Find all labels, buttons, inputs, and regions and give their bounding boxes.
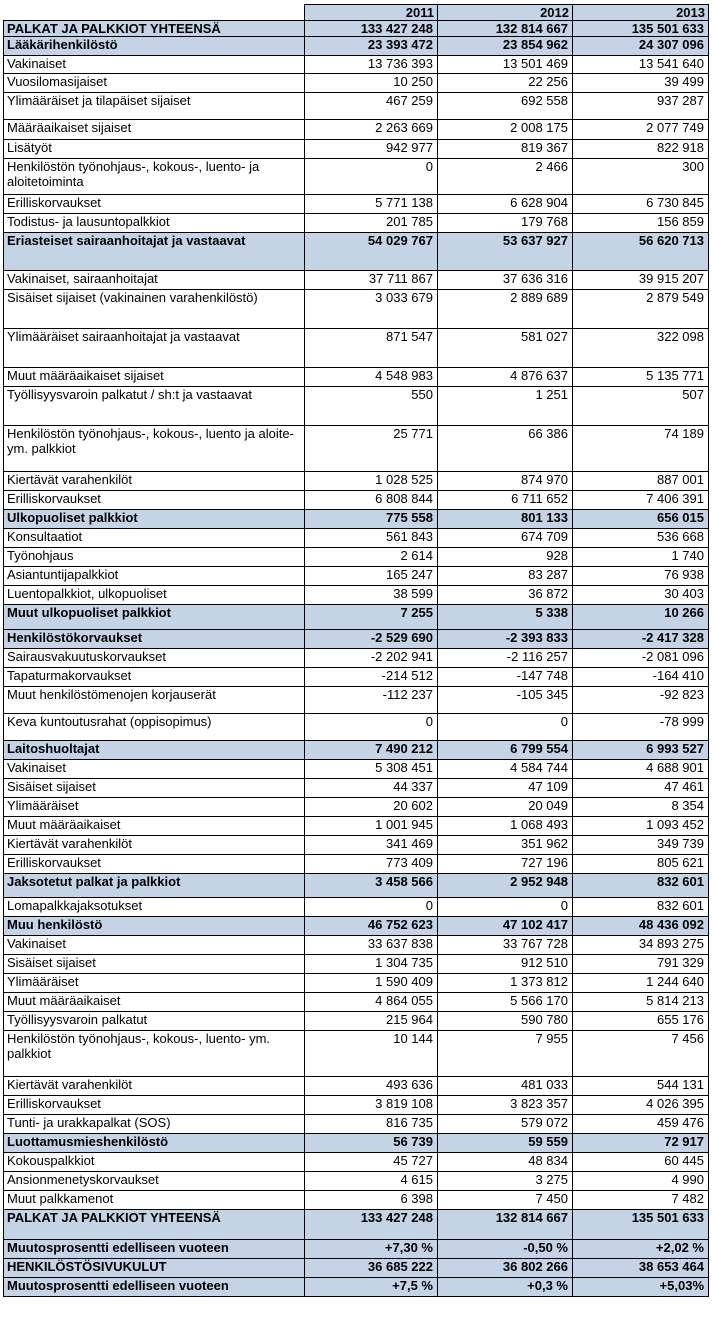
value-2013: 349 739: [573, 836, 709, 855]
value-2011: 550: [305, 387, 438, 426]
value-2012: 47 102 417: [438, 917, 573, 936]
table-row: [4, 472, 709, 491]
value-2011: 942 977: [305, 140, 438, 159]
value-2011: 4 864 055: [305, 993, 438, 1012]
table-row: [4, 387, 709, 426]
value-2011: 133 427 248: [305, 21, 438, 37]
value-2013: -164 410: [573, 668, 709, 687]
table-row: [4, 290, 709, 329]
row-label: Vakinaiset: [4, 56, 305, 74]
value-2011: 871 547: [305, 329, 438, 368]
section-row: [4, 510, 709, 529]
value-2013: 7 482: [573, 1191, 709, 1210]
row-label: Tapaturmakorvaukset: [4, 668, 305, 687]
value-2013: 135 501 633: [573, 1210, 709, 1240]
value-2011: 3 033 679: [305, 290, 438, 329]
row-label: Ylimääräiset: [4, 798, 305, 817]
value-2011: -214 512: [305, 668, 438, 687]
value-2013: 832 601: [573, 874, 709, 898]
value-2012: 20 049: [438, 798, 573, 817]
value-2011: 7 490 212: [305, 741, 438, 760]
value-2011: 38 599: [305, 586, 438, 605]
table-row: [4, 668, 709, 687]
table-row: [4, 760, 709, 779]
value-2012: 3 275: [438, 1172, 573, 1191]
value-2012: 37 636 316: [438, 271, 573, 290]
row-label: Muut henkilöstömenojen korjauserät: [4, 687, 305, 714]
row-label: Työllisyysvaroin palkatut / sh:t ja vastaavat: [4, 387, 305, 426]
value-2011: 4 615: [305, 1172, 438, 1191]
value-2012: 674 709: [438, 529, 573, 548]
table-row: [4, 687, 709, 714]
table-row: [4, 993, 709, 1012]
value-2013: 544 131: [573, 1077, 709, 1096]
value-2012: -0,50 %: [438, 1240, 573, 1259]
row-label: Henkilöstön työnohjaus-, kokous-, luento- ja aloitetoiminta: [4, 159, 305, 195]
value-2012: 928: [438, 548, 573, 567]
value-2011: 37 711 867: [305, 271, 438, 290]
value-2012: 819 367: [438, 140, 573, 159]
table-row: [4, 1153, 709, 1172]
header-row: [4, 5, 709, 21]
table-row: [4, 1191, 709, 1210]
value-2012: 6 711 652: [438, 491, 573, 510]
value-2011: 5 771 138: [305, 195, 438, 214]
section-row: [4, 605, 709, 630]
row-label: Erilliskorvaukset: [4, 491, 305, 510]
row-label: Ulkopuoliset palkkiot: [4, 510, 305, 529]
value-2013: -2 081 096: [573, 649, 709, 668]
value-2012: -2 116 257: [438, 649, 573, 668]
value-2013: +5,03%: [573, 1278, 709, 1297]
row-label: Henkilöstön työnohjaus-, kokous-, luento ja aloite- ym. palkkiot: [4, 426, 305, 472]
value-2011: 816 735: [305, 1115, 438, 1134]
table-row: [4, 817, 709, 836]
table-row: [4, 120, 709, 140]
value-2012: 6 799 554: [438, 741, 573, 760]
table-row: [4, 491, 709, 510]
row-label: Vakinaiset: [4, 936, 305, 955]
value-2011: 44 337: [305, 779, 438, 798]
row-label: Henkilöstökorvaukset: [4, 630, 305, 649]
value-2011: -2 202 941: [305, 649, 438, 668]
value-2011: -2 529 690: [305, 630, 438, 649]
row-label: Eriasteiset sairaanhoitajat ja vastaavat: [4, 233, 305, 271]
value-2012: 2 889 689: [438, 290, 573, 329]
row-label: Erilliskorvaukset: [4, 195, 305, 214]
table-row: [4, 567, 709, 586]
row-label: Muut määräaikaiset: [4, 817, 305, 836]
table-row: [4, 214, 709, 233]
table-row: [4, 140, 709, 159]
table-row: [4, 1096, 709, 1115]
value-2012: 48 834: [438, 1153, 573, 1172]
value-2011: 1 590 409: [305, 974, 438, 993]
value-2013: 156 859: [573, 214, 709, 233]
header-year-2011: 2011: [305, 5, 438, 21]
value-2013: 8 354: [573, 798, 709, 817]
value-2013: 536 668: [573, 529, 709, 548]
table-row: [4, 855, 709, 874]
value-2011: 133 427 248: [305, 1210, 438, 1240]
value-2013: 39 499: [573, 74, 709, 93]
row-label: Lääkärihenkilöstö: [4, 37, 305, 56]
section-row: [4, 1278, 709, 1297]
value-2012: 36 872: [438, 586, 573, 605]
value-2011: 773 409: [305, 855, 438, 874]
value-2011: 6 398: [305, 1191, 438, 1210]
row-label: Sairausvakuutuskorvaukset: [4, 649, 305, 668]
value-2011: 4 548 983: [305, 368, 438, 387]
row-label: Kiertävät varahenkilöt: [4, 836, 305, 855]
section-row: [4, 37, 709, 56]
value-2012: 912 510: [438, 955, 573, 974]
value-2011: 45 727: [305, 1153, 438, 1172]
row-label: Ylimääräiset sairaanhoitajat ja vastaavat: [4, 329, 305, 368]
section-row: [4, 21, 709, 37]
table-row: [4, 529, 709, 548]
row-label: Laitoshuoltajat: [4, 741, 305, 760]
value-2012: 2 466: [438, 159, 573, 195]
row-label: Tunti- ja urakkapalkat (SOS): [4, 1115, 305, 1134]
value-2012: 581 027: [438, 329, 573, 368]
table-row: [4, 426, 709, 472]
value-2011: 54 029 767: [305, 233, 438, 271]
value-2011: 0: [305, 898, 438, 917]
value-2013: -2 417 328: [573, 630, 709, 649]
value-2013: 322 098: [573, 329, 709, 368]
row-label: Työllisyysvaroin palkatut: [4, 1012, 305, 1031]
value-2013: 72 917: [573, 1134, 709, 1153]
row-label: Jaksotetut palkat ja palkkiot: [4, 874, 305, 898]
row-label: Luottamusmieshenkilöstö: [4, 1134, 305, 1153]
section-row: [4, 1134, 709, 1153]
value-2013: -92 823: [573, 687, 709, 714]
value-2013: 135 501 633: [573, 21, 709, 37]
section-row: [4, 1240, 709, 1259]
value-2013: 7 456: [573, 1031, 709, 1077]
value-2013: 655 176: [573, 1012, 709, 1031]
value-2011: 2 614: [305, 548, 438, 567]
value-2012: 6 628 904: [438, 195, 573, 214]
salary-table: [3, 4, 709, 1297]
value-2012: 66 386: [438, 426, 573, 472]
row-label: Muut palkkamenot: [4, 1191, 305, 1210]
row-label: Muutosprosentti edelliseen vuoteen: [4, 1240, 305, 1259]
section-row: [4, 233, 709, 271]
value-2013: 6 730 845: [573, 195, 709, 214]
value-2011: 165 247: [305, 567, 438, 586]
value-2011: 201 785: [305, 214, 438, 233]
value-2013: 805 621: [573, 855, 709, 874]
value-2012: 5 338: [438, 605, 573, 630]
value-2013: 74 189: [573, 426, 709, 472]
row-label: Ylimääräiset ja tilapäiset sijaiset: [4, 93, 305, 120]
row-label: Ylimääräiset: [4, 974, 305, 993]
value-2011: 5 308 451: [305, 760, 438, 779]
value-2012: 47 109: [438, 779, 573, 798]
table-row: [4, 779, 709, 798]
row-label: Konsultaatiot: [4, 529, 305, 548]
table-row: [4, 368, 709, 387]
row-label: Vuosilomasijaiset: [4, 74, 305, 93]
value-2013: 39 915 207: [573, 271, 709, 290]
row-label: Muut määräaikaiset sijaiset: [4, 368, 305, 387]
value-2011: 3 819 108: [305, 1096, 438, 1115]
value-2012: 179 768: [438, 214, 573, 233]
value-2011: 1 028 525: [305, 472, 438, 491]
value-2012: 727 196: [438, 855, 573, 874]
value-2012: 3 823 357: [438, 1096, 573, 1115]
value-2013: 47 461: [573, 779, 709, 798]
value-2013: 76 938: [573, 567, 709, 586]
value-2011: 215 964: [305, 1012, 438, 1031]
value-2013: 937 287: [573, 93, 709, 120]
value-2011: -112 237: [305, 687, 438, 714]
value-2013: 38 653 464: [573, 1259, 709, 1278]
value-2013: 2 077 749: [573, 120, 709, 140]
table-row: [4, 898, 709, 917]
row-label: Kokouspalkkiot: [4, 1153, 305, 1172]
value-2011: 7 255: [305, 605, 438, 630]
value-2012: 5 566 170: [438, 993, 573, 1012]
value-2011: 56 739: [305, 1134, 438, 1153]
value-2013: -78 999: [573, 714, 709, 741]
row-label: Henkilöstön työnohjaus-, kokous-, luento- ym. palkkiot: [4, 1031, 305, 1077]
value-2013: 7 406 391: [573, 491, 709, 510]
value-2012: 0: [438, 898, 573, 917]
table-row: [4, 159, 709, 195]
value-2012: 59 559: [438, 1134, 573, 1153]
value-2012: 36 802 266: [438, 1259, 573, 1278]
row-label: Muut ulkopuoliset palkkiot: [4, 605, 305, 630]
table-row: [4, 271, 709, 290]
value-2013: 4 026 395: [573, 1096, 709, 1115]
row-label: Muut määräaikaiset: [4, 993, 305, 1012]
value-2011: 0: [305, 714, 438, 741]
value-2013: 60 445: [573, 1153, 709, 1172]
table-row: [4, 548, 709, 567]
row-label: Työnohjaus: [4, 548, 305, 567]
row-label: Asiantuntijapalkkiot: [4, 567, 305, 586]
row-label: Lisätyöt: [4, 140, 305, 159]
section-row: [4, 1210, 709, 1240]
value-2013: 30 403: [573, 586, 709, 605]
value-2013: 10 266: [573, 605, 709, 630]
value-2012: 7 450: [438, 1191, 573, 1210]
section-row: [4, 917, 709, 936]
table-row: [4, 836, 709, 855]
value-2012: 22 256: [438, 74, 573, 93]
row-label: Kiertävät varahenkilöt: [4, 1077, 305, 1096]
value-2012: 481 033: [438, 1077, 573, 1096]
row-label: HENKILÖSTÖSIVUKULUT: [4, 1259, 305, 1278]
table-row: [4, 714, 709, 741]
value-2011: 1 304 735: [305, 955, 438, 974]
value-2011: +7,30 %: [305, 1240, 438, 1259]
header-year-2012: 2012: [438, 5, 573, 21]
row-label: Muutosprosentti edelliseen vuoteen: [4, 1278, 305, 1297]
row-label: Erilliskorvaukset: [4, 1096, 305, 1115]
value-2012: 1 251: [438, 387, 573, 426]
row-label: Muu henkilöstö: [4, 917, 305, 936]
value-2012: 4 876 637: [438, 368, 573, 387]
value-2012: 351 962: [438, 836, 573, 855]
value-2012: 692 558: [438, 93, 573, 120]
value-2013: +2,02 %: [573, 1240, 709, 1259]
row-label: Sisäiset sijaiset: [4, 779, 305, 798]
value-2013: 4 990: [573, 1172, 709, 1191]
table-row: [4, 1077, 709, 1096]
value-2011: 341 469: [305, 836, 438, 855]
value-2012: 1 373 812: [438, 974, 573, 993]
value-2012: 2 952 948: [438, 874, 573, 898]
value-2012: 33 767 728: [438, 936, 573, 955]
value-2011: 0: [305, 159, 438, 195]
row-label: Määräaikaiset sijaiset: [4, 120, 305, 140]
value-2013: 656 015: [573, 510, 709, 529]
value-2011: 10 250: [305, 74, 438, 93]
value-2011: 6 808 844: [305, 491, 438, 510]
value-2012: 579 072: [438, 1115, 573, 1134]
row-label: Kiertävät varahenkilöt: [4, 472, 305, 491]
value-2013: 13 541 640: [573, 56, 709, 74]
value-2013: 832 601: [573, 898, 709, 917]
table-row: [4, 798, 709, 817]
value-2012: 13 501 469: [438, 56, 573, 74]
value-2012: -147 748: [438, 668, 573, 687]
value-2013: 5 814 213: [573, 993, 709, 1012]
table-row: [4, 1172, 709, 1191]
value-2013: 2 879 549: [573, 290, 709, 329]
value-2013: 1 093 452: [573, 817, 709, 836]
value-2013: 822 918: [573, 140, 709, 159]
value-2011: 2 263 669: [305, 120, 438, 140]
value-2011: 775 558: [305, 510, 438, 529]
value-2013: 791 329: [573, 955, 709, 974]
value-2011: 46 752 623: [305, 917, 438, 936]
row-label: Todistus- ja lausuntopalkkiot: [4, 214, 305, 233]
value-2011: 23 393 472: [305, 37, 438, 56]
table-row: [4, 955, 709, 974]
table-row: [4, 56, 709, 74]
row-label: Luentopalkkiot, ulkopuoliset: [4, 586, 305, 605]
table-row: [4, 974, 709, 993]
value-2011: 3 458 566: [305, 874, 438, 898]
value-2012: 83 287: [438, 567, 573, 586]
value-2012: -2 393 833: [438, 630, 573, 649]
header-year-2013: 2013: [573, 5, 709, 21]
value-2013: 300: [573, 159, 709, 195]
section-row: [4, 630, 709, 649]
value-2011: 20 602: [305, 798, 438, 817]
value-2011: 493 636: [305, 1077, 438, 1096]
value-2012: -105 345: [438, 687, 573, 714]
value-2012: 801 133: [438, 510, 573, 529]
value-2013: 4 688 901: [573, 760, 709, 779]
table-row: [4, 329, 709, 368]
value-2013: 48 436 092: [573, 917, 709, 936]
row-label: Vakinaiset: [4, 760, 305, 779]
value-2012: 132 814 667: [438, 1210, 573, 1240]
value-2012: 0: [438, 714, 573, 741]
row-label: Erilliskorvaukset: [4, 855, 305, 874]
row-label: Vakinaiset, sairaanhoitajat: [4, 271, 305, 290]
table-row: [4, 1115, 709, 1134]
table-row: [4, 93, 709, 120]
value-2013: 56 620 713: [573, 233, 709, 271]
value-2012: 53 637 927: [438, 233, 573, 271]
value-2013: 24 307 096: [573, 37, 709, 56]
value-2011: 36 685 222: [305, 1259, 438, 1278]
row-label: Lomapalkkajaksotukset: [4, 898, 305, 917]
value-2013: 1 244 640: [573, 974, 709, 993]
row-label: Ansionmenetyskorvaukset: [4, 1172, 305, 1191]
header-empty-cell: [4, 5, 305, 21]
value-2013: 34 893 275: [573, 936, 709, 955]
table-row: [4, 936, 709, 955]
value-2011: 13 736 393: [305, 56, 438, 74]
table-row: [4, 195, 709, 214]
salary-table-body: [4, 5, 709, 1297]
row-label: Sisäiset sijaiset: [4, 955, 305, 974]
value-2011: 10 144: [305, 1031, 438, 1077]
value-2011: 467 259: [305, 93, 438, 120]
row-label: Sisäiset sijaiset (vakinainen varahenkilöstö): [4, 290, 305, 329]
value-2013: 887 001: [573, 472, 709, 491]
value-2012: +0,3 %: [438, 1278, 573, 1297]
table-row: [4, 1031, 709, 1077]
table-row: [4, 74, 709, 93]
section-row: [4, 874, 709, 898]
row-label: Keva kuntoutusrahat (oppisopimus): [4, 714, 305, 741]
value-2012: 590 780: [438, 1012, 573, 1031]
table-row: [4, 649, 709, 668]
value-2012: 874 970: [438, 472, 573, 491]
value-2011: 1 001 945: [305, 817, 438, 836]
value-2012: 7 955: [438, 1031, 573, 1077]
value-2012: 132 814 667: [438, 21, 573, 37]
value-2013: 1 740: [573, 548, 709, 567]
table-row: [4, 586, 709, 605]
value-2011: +7,5 %: [305, 1278, 438, 1297]
value-2013: 6 993 527: [573, 741, 709, 760]
value-2012: 1 068 493: [438, 817, 573, 836]
value-2013: 5 135 771: [573, 368, 709, 387]
value-2012: 2 008 175: [438, 120, 573, 140]
section-row: [4, 741, 709, 760]
table-row: [4, 1012, 709, 1031]
section-row: [4, 1259, 709, 1278]
value-2012: 23 854 962: [438, 37, 573, 56]
row-label: PALKAT JA PALKKIOT YHTEENSÄ: [4, 21, 305, 37]
value-2011: 561 843: [305, 529, 438, 548]
value-2013: 459 476: [573, 1115, 709, 1134]
value-2011: 25 771: [305, 426, 438, 472]
value-2013: 507: [573, 387, 709, 426]
value-2012: 4 584 744: [438, 760, 573, 779]
row-label: PALKAT JA PALKKIOT YHTEENSÄ: [4, 1210, 305, 1240]
value-2011: 33 637 838: [305, 936, 438, 955]
